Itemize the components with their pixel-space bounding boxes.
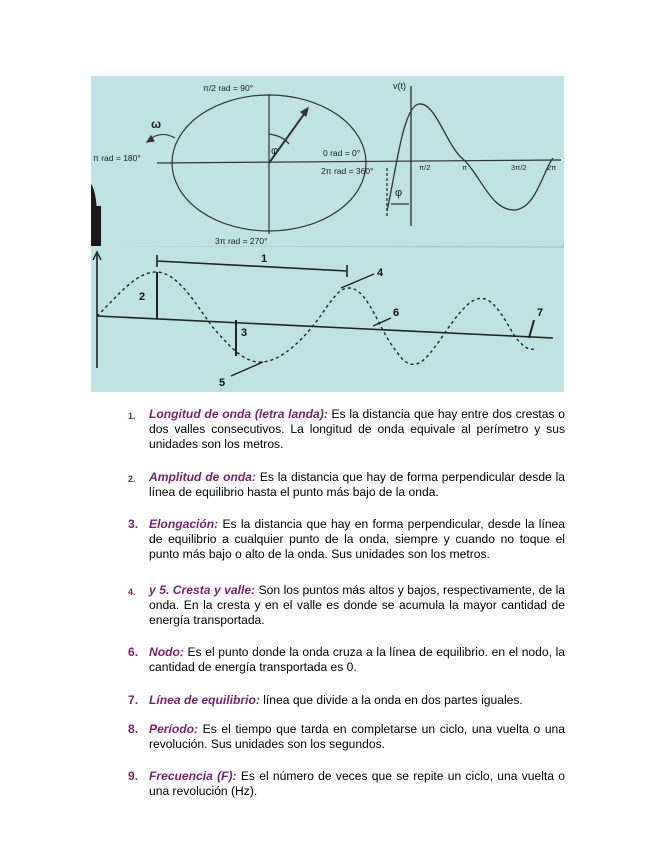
label-270deg: 3π rad = 270° bbox=[215, 236, 268, 246]
wave-label-7: 7 bbox=[537, 307, 544, 319]
wave-label-3: 3 bbox=[241, 327, 248, 339]
definition-text: Es la distancia que hay entre dos crestas o dos valles consecutivos. La longitud de onda equivale al perímetro y sus unidades son los metros. bbox=[149, 407, 565, 452]
definition-term: Elongación: bbox=[149, 517, 219, 532]
definition-term: Longitud de onda (letra landa): bbox=[149, 407, 328, 421]
definition-item bbox=[128, 470, 565, 500]
definition-item bbox=[128, 517, 565, 563]
definition-text: Es la distancia que hay en forma perpendicular, desde la línea de equilibrio a cualquier punto de la onda, siempre y cuando no toque el punto más bajo o alto de la onda. Sus unidades son los metros. bbox=[149, 517, 565, 562]
wave-label-6: 6 bbox=[393, 307, 400, 319]
definition-term: Línea de equilibrio: bbox=[149, 692, 260, 707]
definition-item bbox=[128, 583, 565, 629]
definition-number: 1. bbox=[128, 411, 136, 421]
definition-term: Frecuencia (F): bbox=[149, 769, 237, 784]
label-phi-circle: φ bbox=[271, 145, 279, 157]
definition-term: Amplitud de onda: bbox=[149, 469, 257, 484]
definition-term: y 5. Cresta y valle: bbox=[149, 582, 256, 597]
label-2pi: 2π bbox=[547, 163, 557, 172]
definition-number: 2. bbox=[128, 473, 136, 484]
definition-number: 8. bbox=[128, 721, 139, 736]
wave-label-1: 1 bbox=[261, 253, 268, 265]
label-0deg: 0 rad = 0° bbox=[323, 148, 361, 158]
definition-text: línea que divide a la onda en dos partes iguales. bbox=[259, 692, 523, 707]
label-3pi-half: 3π/2 bbox=[511, 163, 527, 172]
definition-text: Son los puntos más altos y bajos, respectivamente, de la onda. En la cresta y en el valle es donde se acumula la mayor cantidad de energía transportada. bbox=[149, 582, 565, 628]
label-vt: v(t) bbox=[393, 81, 406, 91]
definition-number: 9. bbox=[128, 769, 139, 784]
definition-text: Es el tiempo que tarda en completarse un ciclo, una vuelta o una revolución. Sus unidades son los segundos. bbox=[149, 721, 565, 752]
definitions-list bbox=[128, 407, 565, 817]
definition-term: Nodo: bbox=[149, 645, 184, 660]
label-360deg: 2π rad = 360° bbox=[321, 166, 374, 176]
label-phi-sine: φ bbox=[395, 187, 403, 199]
label-180deg: π rad = 180° bbox=[93, 153, 141, 163]
wave-label-2: 2 bbox=[139, 291, 146, 303]
label-pi: π bbox=[462, 163, 468, 172]
wave-label-5: 5 bbox=[219, 377, 226, 389]
definition-text: Es el número de veces que se repite un ciclo, una vuelta o una revolución (Hz). bbox=[149, 769, 565, 799]
definition-term: Período: bbox=[149, 721, 199, 736]
wave-label-4: 4 bbox=[377, 267, 384, 279]
definition-item bbox=[128, 407, 565, 453]
definition-item bbox=[128, 769, 565, 799]
definition-number: 7. bbox=[128, 692, 139, 707]
label-pi-half: π/2 bbox=[419, 163, 431, 172]
definition-item bbox=[128, 693, 565, 708]
definition-text: Es el punto donde la onda cruza a la línea de equilibrio. en el nodo, la cantidad de energía transportada es 0. bbox=[149, 645, 565, 675]
definition-number: 6. bbox=[128, 645, 139, 660]
definition-item bbox=[128, 722, 565, 752]
definition-text: Es la distancia que hay de forma perpendicular desde la línea de equilibrio hasta el punto más bajo de la onda. bbox=[149, 469, 565, 499]
definition-item bbox=[128, 645, 565, 675]
definition-number: 4. bbox=[128, 586, 136, 597]
label-90deg: π/2 rad = 90° bbox=[203, 83, 254, 93]
wave-figure-photo bbox=[91, 76, 564, 392]
definition-number: 3. bbox=[128, 517, 139, 532]
label-omega: ω bbox=[151, 117, 162, 131]
